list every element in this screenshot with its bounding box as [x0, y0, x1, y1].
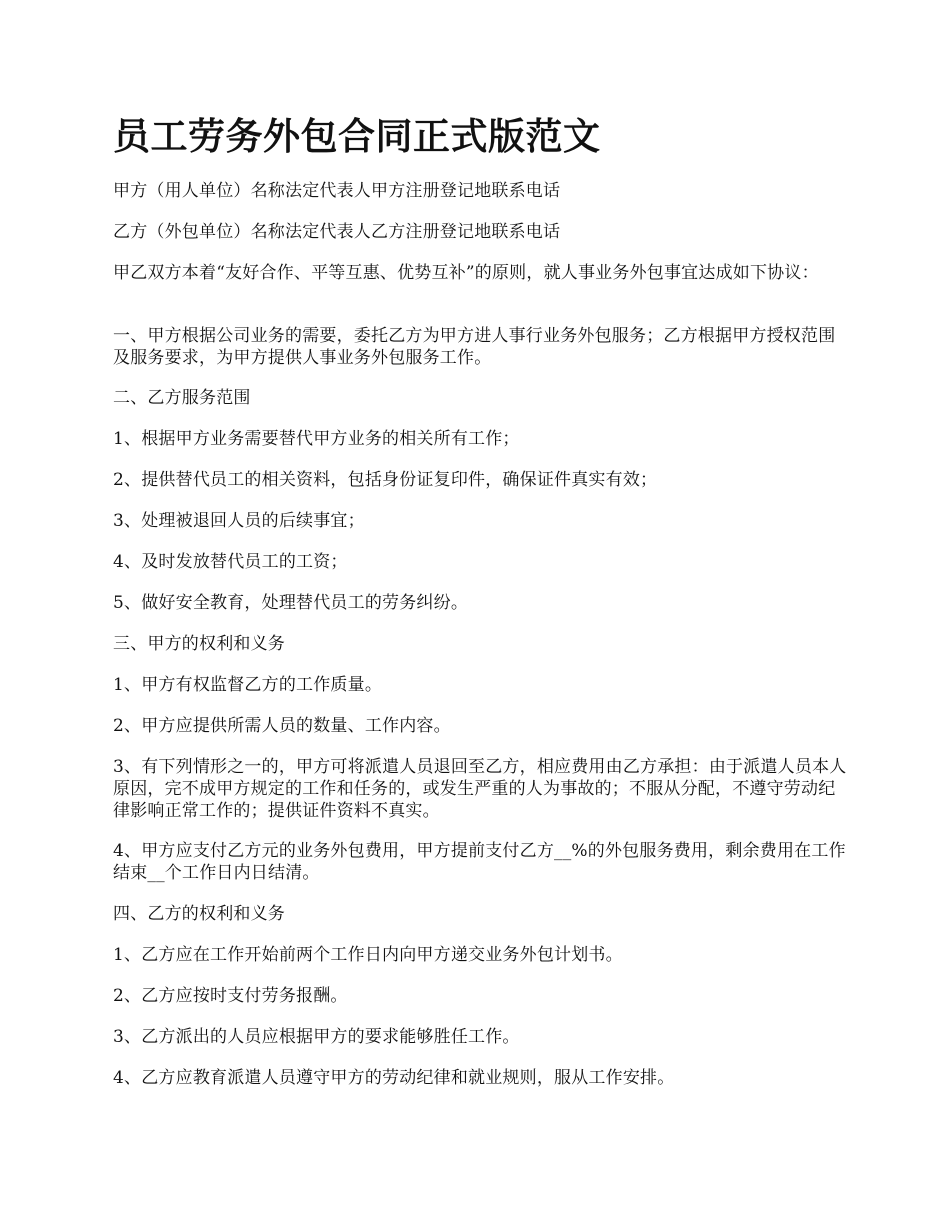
- list-item: 1、乙方应在工作开始前两个工作日内向甲方递交业务外包计划书。: [113, 945, 623, 965]
- party-b-info: 乙方（外包单位）名称法定代表人乙方注册登记地联系电话: [113, 222, 561, 242]
- list-item: 2、提供替代员工的相关资料，包括身份证复印件，确保证件真实有效；: [113, 470, 658, 490]
- list-item: 1、甲方有权监督乙方的工作质量。: [113, 675, 383, 695]
- list-item: 4、及时发放替代员工的工资；: [113, 552, 348, 572]
- clause-1-paragraph: 一、甲方根据公司业务的需要，委托乙方为甲方进人事行业务外包服务；乙方根据甲方授权范围及服务要求，为甲方提供人事业务外包服务工作。: [113, 326, 836, 368]
- list-item: 3、有下列情形之一的，甲方可将派遣人员退回至乙方，相应费用由乙方承担：由于派遣人员本人原因，完不成甲方规定的工作和任务的，或发生严重的人为事故的；不服从分配，不遵守劳动纪律影响正常工作的；提供证件资料不真实。: [113, 757, 847, 821]
- list-item: 2、乙方应按时支付劳务报酬。: [113, 986, 348, 1006]
- list-item: 1、根据甲方业务需要替代甲方业务的相关所有工作；: [113, 429, 520, 449]
- section-2-heading: 二、乙方服务范围: [113, 388, 251, 408]
- list-item: 3、乙方派出的人员应根据甲方的要求能够胜任工作。: [113, 1027, 520, 1047]
- party-a-info: 甲方（用人单位）名称法定代表人甲方注册登记地联系电话: [113, 181, 561, 201]
- list-item: 4、甲方应支付乙方元的业务外包费用，甲方提前支付乙方__%的外包服务费用，剩余费用在工作结束__个工作日内日结清。: [113, 841, 846, 883]
- list-item: 5、做好安全教育，处理替代员工的劳务纠纷。: [113, 593, 469, 613]
- list-item: 2、甲方应提供所需人员的数量、工作内容。: [113, 716, 451, 736]
- list-item: 4、乙方应教育派遣人员遵守甲方的劳动纪律和就业规则，服从工作安排。: [113, 1068, 675, 1088]
- preamble-paragraph: 甲乙双方本着“友好合作、平等互惠、优势互补”的原则，就人事业务外包事宜达成如下协议：: [113, 263, 819, 283]
- section-4-heading: 四、乙方的权利和义务: [113, 904, 285, 924]
- list-item: 3、处理被退回人员的后续事宜；: [113, 511, 365, 531]
- section-3-heading: 三、甲方的权利和义务: [113, 634, 285, 654]
- document-title: 员工劳务外包合同正式版范文: [113, 114, 601, 158]
